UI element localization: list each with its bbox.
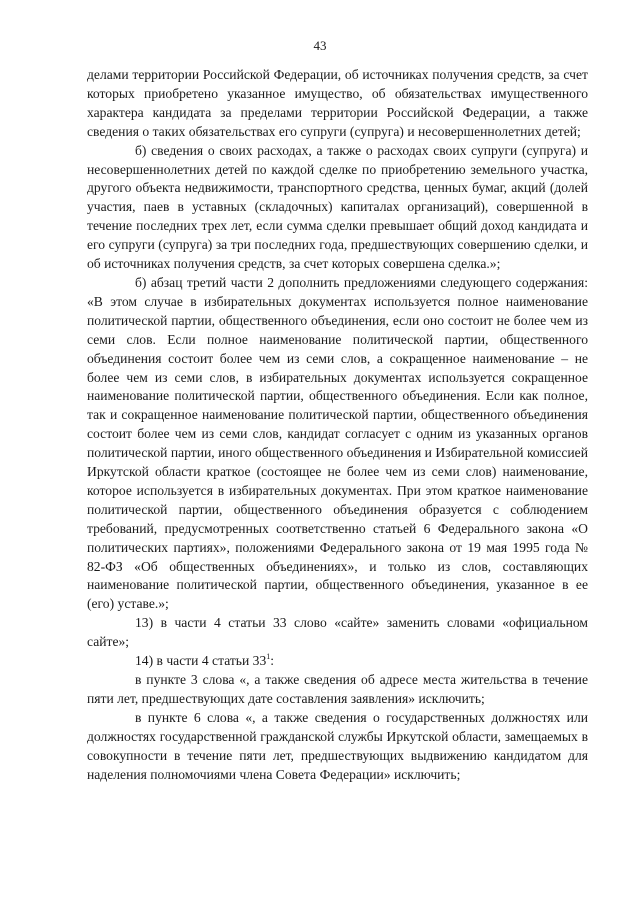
paragraph-point-3: в пункте 3 слова «, а также сведения об адресе места жительства в течение пяти лет, предшествующих дате составления заявления» исключить;	[87, 672, 588, 706]
paragraph-point-6: в пункте 6 слова «, а также сведения о государственных должностях или должностях государственной гражданской службы Иркутской области, замещаемых в совокупности в течение пяти лет, предшествующих выдвижению кандидатом для наделения полномочиями члена Совета Федерации» исключить;	[87, 709, 588, 782]
paragraph-continuation: делами территории Российской Федерации, об источниках получения средств, за счет которых приобретено указанное имущество, об обязательствах имущественного характера кандидата за пределами территории Российской Федерации, а также сведения о таких обязательствах его супруги (супруга) и несовершеннолетних детей;	[87, 67, 588, 139]
item-14-tail: :	[270, 653, 275, 669]
paragraph-item-14	[87, 652, 588, 671]
page-number: 43	[313, 38, 327, 53]
paragraph-item-13: 13) в части 4 статьи 33 слово «сайте» заменить словами «официальном сайте»;	[87, 615, 588, 650]
paragraph-party-name-amendment: б) абзац третий части 2 дополнить предложениями следующего содержания: «В этом случае в избирательных документах используется полное наименование политической партии, общественного объединения, если оно состоит не более чем из семи слов. Если полное наименование политической партии, общественного объединения состоит более чем из семи слов, а сокращенное наименование – не более чем из семи слов, в избирательных документах используется сокращенное наименование политической партии, общественного объединения. Если как полное, так и сокращенное наименование политической партии, общественного объединения состоит более чем из семи слов, кандидат согласует с одним из указанных органов политической партии, иного общественного объединения и Избирательной комиссией Иркутской области краткое (состоящее не более чем из семи слов) наименование, которое используется в избирательных документах. При этом краткое наименование политической партии, общественного объединения образуется с соблюдением требований, предусмотренных соответственно статьей 6 Федерального закона «О политических партиях», положениями Федерального закона от 19 мая 1995 года № 82-ФЗ «Об общественных объединениях», и только из слов, составляющих наименование политической партии, общественного объединения, указанное в ее (его) уставе.»;	[87, 274, 588, 612]
item-14-text: 14) в части 4 статьи 33	[135, 653, 267, 669]
document-body	[87, 66, 588, 784]
item-14-superscript: 1	[266, 652, 271, 662]
paragraph-expenses-info: б) сведения о своих расходах, а также о расходах своих супруги (супруга) и несовершеннолетних детей по каждой сделке по приобретению земельного участка, другого объекта недвижимости, транспортного средства, ценных бумаг, акций (долей участия, паев в уставных (складочных) капиталах организаций), совершенной в течение последних трех лет, если сумма сделки превышает общий доход кандидата и его супруги (супруга) за три последних года, предшествующих совершению сделки, и об источниках получения средств, за счет которых совершена сделка.»;	[87, 142, 588, 272]
